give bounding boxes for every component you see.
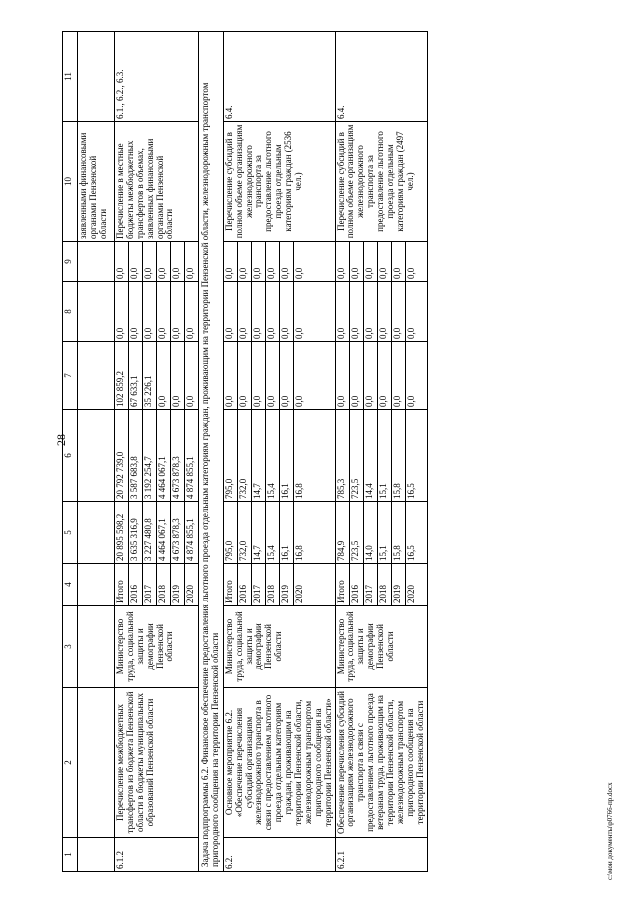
continuation-row [78,32,115,872]
row-executor: Министерство труда, социальной защиты и демографии Пензенской области [335,606,427,688]
row-code: 6.2.1 [335,838,427,872]
page-number: 28 [54,434,68,446]
header-cell: 7 [63,342,78,410]
task-row [199,32,224,872]
row-name: Обеспечение перечисления субсидий организациям железнодорожного транспорта в связи с предоставлением льготного проезда ветеранам труда, проживающим на территории Пензенской области, железнодорожным транспортом пригородного сообщения на территории Пензенской области [335,688,427,838]
header-cell: 1 [63,838,78,872]
row-executor: Министерство труда, социальной защиты и демографии Пензенской области [223,606,335,688]
header-cell: 9 [63,242,78,282]
header-cell: 11 [63,32,78,122]
row-executor: Министерство труда, социальной защиты и демографии Пензенской области [115,606,199,688]
header-cell: 2 [63,688,78,838]
row-indicators: 6.4. [223,32,335,122]
table-row: 6.2.1 Обеспечение перечисления субсидий организациям железнодорожного транспорта в связи с предоставлением льготного проезда ветеранам труда, проживающим на территории Пензенской области, железнодорожным транспортом пригородного сообщения на территории Пензенской области Министерство труда, социальной защиты и демографии Пензенской области Итого 2016 2017 2018 2019 2020 784,9 723,5 14,0 15,1 15,8 16,5 785,3 723,5 14,4 15,1 15,8 16,5 0,0 0,0 0,0 0,0 0,0 0,0 0,0 0,0 0,0 0,0 0,0 0,0 0,0 0,0 0,0 0,0 0,0 0,0 Перечисление субсидий в полном объеме организациям железнодорожного транспорта за предоставление льготного проезда отдельным категориям граждан (2497 чел.) 6.4. [335,32,427,872]
header-cell: 3 [63,606,78,688]
row-name: Перечисление межбюджетных трансфертов из бюджета Пензенской области в бюджеты муниципальных образований Пензенской области [115,688,199,838]
table-row: 6.1.2 Перечисление межбюджетных трансфертов из бюджета Пензенской области в бюджеты муниципальных образований Пензенской области Министерство труда, социальной защиты и демографии Пензенской области Итого 2016 2017 2018 2019 2020 20 895 598,2 3 635 316,9 3 227 480,8 4 464 067,1 4 673 878,3 4 874 855,1 20 792 739,0 3 587 683,8 3 192 254,7 4 464 067,1 4 673 878,3 4 874 855,1 102 859,2 67 633,1 35 226,1 0,0 0,0 0,0 0,0 0,0 0,0 0,0 0,0 0,0 0,0 0,0 0,0 0,0 0,0 0,0 Перечисление в местные бюджеты межбюджетных трансфертов в объемах, заявленных финансовыми органами Пензенской области 6.1., 6.2., 6.3. [115,32,199,872]
task-text: Задача подпрограммы 6.2. Финансовое обеспечение предоставления льготного проезда отдельным категориям граждан, проживающим на территории Пензенской области, железнодорожным транспортом пригородного сообщения на территории Пензенской области [199,32,224,872]
row-indicators: 6.1., 6.2., 6.3. [115,32,199,122]
row-code: 6.2. [223,838,335,872]
program-table [62,31,428,872]
header-cell: 10 [63,122,78,242]
header-cell: 6 [63,410,78,502]
row-indicators: 6.4. [335,32,427,122]
row-result: Перечисление в местные бюджеты межбюджетных трансфертов в объемах, заявленных финансовыми органами Пензенской области [115,122,199,242]
row-result: Перечисление субсидий в полном объеме организациям железнодорожного транспорта за предоставление льготного проезда отдельным категориям граждан (2497 чел.) [335,122,427,242]
footer-file-path: c:\мои документы\p0766-пр.docx [606,782,614,880]
header-cell: 4 [63,564,78,606]
header-row [63,32,78,872]
row-code: 6.1.2 [115,838,199,872]
header-cell: 8 [63,282,78,342]
document-sheet [62,32,582,872]
col10-cell: заявленными финансовыми органами Пензенской области [78,122,115,242]
row-result: Перечисление субсидий в полном объеме организациям железнодорожного транспорта за предоставление льготного проезда отдельным категориям граждан (2536 чел.) [223,122,335,242]
table-row: 6.2. Основное мероприятие 6.2. «Обеспечение перечисления субсидий организациям железнодорожного транспорта в связи с предоставлением льготного проезда отдельным категориям граждан, проживающим на территории Пензенской области, железнодорожным транспортом пригородного сообщения на территории Пензенской области» Министерство труда, социальной защиты и демографии Пензенской области Итого 2016 2017 2018 2019 2020 795,0 732,0 14,7 15,4 16,1 16,8 795,0 732,0 14,7 15,4 16,1 16,8 0,0 0,0 0,0 0,0 0,0 0,0 0,0 0,0 0,0 0,0 0,0 0,0 0,0 0,0 0,0 0,0 0,0 0,0 Перечисление субсидий в полном объеме организациям железнодорожного транспорта за предоставление льготного проезда отдельным категориям граждан (2536 чел.) 6.4. [223,32,335,872]
header-cell: 5 [63,502,78,564]
row-name: Основное мероприятие 6.2. «Обеспечение перечисления субсидий организациям железнодорожного транспорта в связи с предоставлением льготного проезда отдельным категориям граждан, проживающим на территории Пензенской области, железнодорожным транспортом пригородного сообщения на территории Пензенской области» [223,688,335,838]
